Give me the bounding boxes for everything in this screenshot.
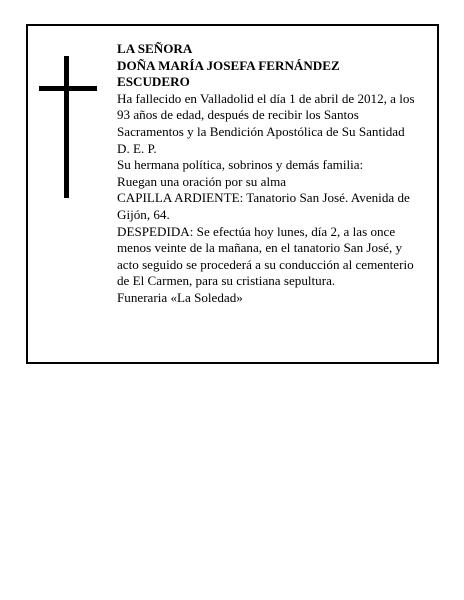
prayer-request: Ruegan una oración por su alma xyxy=(117,173,287,189)
family-line: Su hermana política, sobrinos y demás familia: xyxy=(117,157,364,173)
rest-in-peace: D. E. P. xyxy=(117,140,157,156)
cross-horizontal-bar xyxy=(39,86,97,91)
death-announcement: Ha fallecido en Valladolid el día 1 de abril de 2012, a los 93 años de edad, después de recibir los Santos Sacramentos y la Bendición Apostólica de Su Santidad xyxy=(117,90,415,139)
farewell-details: DESPEDIDA: Se efectúa hoy lunes, día 2, a las once menos veinte de la mañana, en el tanatorio San José, y acto seguido se procederá a su conducción al cementerio de El Carmen, para su cristiana sepultura. xyxy=(117,223,414,289)
funeral-home: Funeraria «La Soledad» xyxy=(117,289,243,305)
cross-icon xyxy=(39,56,97,198)
deceased-name: DOÑA MARÍA JOSEFA FERNÁNDEZ ESCUDERO xyxy=(117,57,340,90)
cross-vertical-bar xyxy=(64,56,69,198)
notice-text xyxy=(117,41,415,307)
chapel-details: CAPILLA ARDIENTE: Tanatorio San José. Avenida de Gijón, 64. xyxy=(117,190,410,222)
obituary-notice xyxy=(26,24,439,364)
notice-heading-title: LA SEÑORA xyxy=(117,41,193,56)
